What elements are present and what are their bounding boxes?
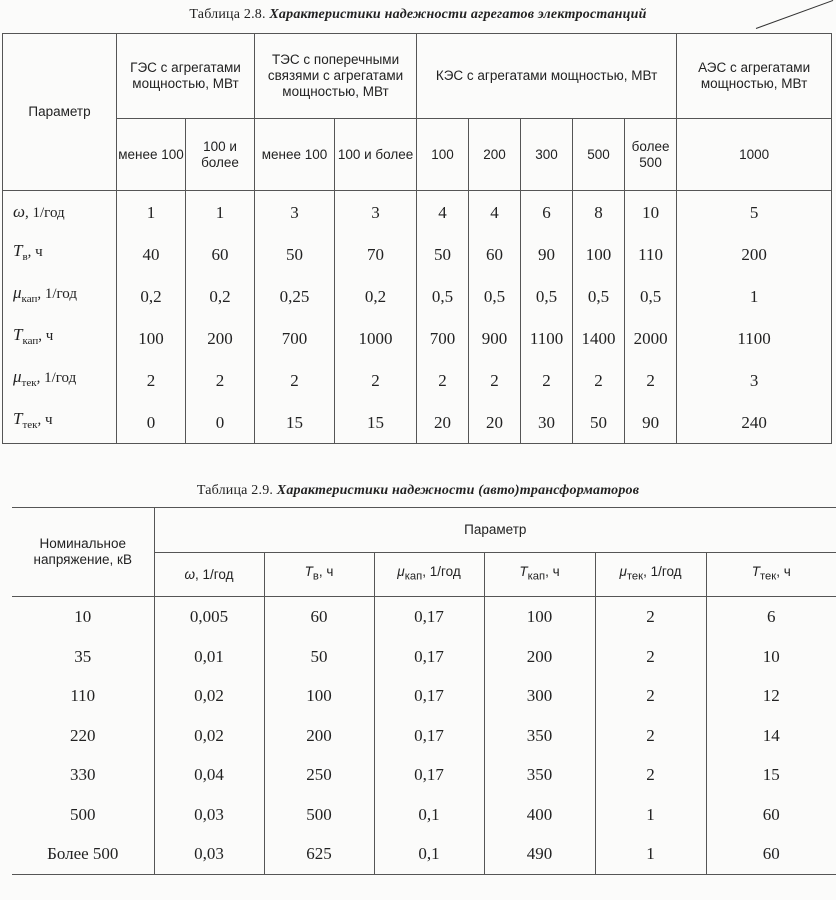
- param-header: Параметр: [3, 34, 117, 191]
- voltage-cell: 110: [12, 676, 154, 716]
- param-label: [3, 233, 117, 275]
- value-cell: 350: [484, 755, 595, 795]
- value-cell: 2: [469, 359, 521, 401]
- value-cell: 0,04: [154, 755, 264, 795]
- value-cell: 60: [186, 233, 255, 275]
- table-row: [12, 716, 836, 756]
- value-cell: 0,5: [417, 275, 469, 317]
- table-row: [12, 597, 836, 637]
- sub-header: менее 100: [117, 119, 186, 191]
- param-subscript: тек: [760, 570, 777, 583]
- value-cell: 2: [335, 359, 417, 401]
- value-cell: 10: [706, 637, 836, 677]
- value-cell: 10: [625, 191, 677, 234]
- value-cell: 2: [417, 359, 469, 401]
- param-symbol: ω: [13, 201, 26, 221]
- value-cell: 12: [706, 676, 836, 716]
- param-unit: , ч: [37, 412, 53, 428]
- value-cell: 0,5: [521, 275, 573, 317]
- param-unit: , 1/год: [25, 204, 65, 221]
- sub-header: 300: [521, 119, 573, 191]
- value-cell: 1100: [677, 317, 832, 359]
- sub-header: 100: [417, 119, 469, 191]
- value-cell: 1: [595, 795, 706, 835]
- value-cell: 6: [521, 191, 573, 234]
- value-cell: 90: [625, 401, 677, 444]
- param-symbol: T: [13, 409, 23, 428]
- param-symbol: μ: [13, 283, 22, 302]
- param-unit: , ч: [38, 328, 54, 344]
- voltage-cell: 500: [12, 795, 154, 835]
- value-cell: 20: [469, 401, 521, 444]
- value-cell: 70: [335, 233, 417, 275]
- value-cell: 60: [706, 795, 836, 835]
- value-cell: 1000: [335, 317, 417, 359]
- table-2-9-caption: [0, 483, 836, 499]
- column-header: [484, 553, 595, 597]
- table-row: [12, 755, 836, 795]
- param-label: [3, 191, 117, 234]
- param-subscript: кап: [21, 293, 38, 305]
- value-cell: 400: [484, 795, 595, 835]
- value-cell: 15: [255, 401, 335, 444]
- value-cell: 0,17: [374, 676, 484, 716]
- param-symbol: T: [519, 564, 528, 580]
- caption-title: Характеристики надежности (авто)трансформаторов: [276, 483, 640, 498]
- param-symbol: μ: [397, 564, 405, 580]
- value-cell: 4: [469, 191, 521, 234]
- table-row: [12, 834, 836, 874]
- value-cell: 90: [521, 233, 573, 275]
- param-label: [3, 401, 117, 444]
- value-cell: 0,01: [154, 637, 264, 677]
- sub-header: 100 и более: [186, 119, 255, 191]
- value-cell: 20: [417, 401, 469, 444]
- value-cell: 0,25: [255, 275, 335, 317]
- value-cell: 100: [117, 317, 186, 359]
- value-cell: 0,02: [154, 716, 264, 756]
- value-cell: 110: [625, 233, 677, 275]
- sub-header: более 500: [625, 119, 677, 191]
- value-cell: 2: [117, 359, 186, 401]
- param-unit: , 1/год: [36, 370, 77, 386]
- param-symbol: T: [304, 564, 313, 580]
- table-row: [12, 795, 836, 835]
- column-header: [154, 553, 264, 597]
- value-cell: 50: [573, 401, 625, 444]
- value-cell: 2: [521, 359, 573, 401]
- value-cell: 350: [484, 716, 595, 756]
- value-cell: 2: [595, 716, 706, 756]
- value-cell: 0: [117, 401, 186, 444]
- group-header-tes: ТЭС с поперечными связями с агрегатами мощностью, МВт: [255, 34, 417, 119]
- param-label: [3, 359, 117, 401]
- value-cell: 1100: [521, 317, 573, 359]
- value-cell: 3: [677, 359, 832, 401]
- param-unit: , ч: [776, 564, 791, 580]
- value-cell: 0,1: [374, 834, 484, 874]
- value-cell: 8: [573, 191, 625, 234]
- param-unit: , 1/год: [643, 564, 682, 580]
- value-cell: 0,2: [117, 275, 186, 317]
- table-row: [12, 676, 836, 716]
- value-cell: 700: [255, 317, 335, 359]
- group-header-aes: АЭС с агрегатами мощностью, МВт: [677, 34, 832, 119]
- value-cell: 15: [706, 755, 836, 795]
- value-cell: 1: [677, 275, 832, 317]
- column-header: [706, 553, 836, 597]
- param-unit: , 1/год: [37, 286, 78, 302]
- value-cell: 0,5: [625, 275, 677, 317]
- value-cell: 4: [417, 191, 469, 234]
- voltage-cell: 35: [12, 637, 154, 677]
- value-cell: 2: [186, 359, 255, 401]
- value-cell: 0,03: [154, 834, 264, 874]
- table-2-9: [12, 507, 836, 875]
- value-cell: 1: [117, 191, 186, 234]
- value-cell: 500: [264, 795, 374, 835]
- value-cell: 5: [677, 191, 832, 234]
- value-cell: 100: [573, 233, 625, 275]
- value-cell: 50: [417, 233, 469, 275]
- column-header: [374, 553, 484, 597]
- param-label: [3, 317, 117, 359]
- param-subscript: тек: [22, 419, 38, 431]
- param-subscript: кап: [404, 570, 423, 583]
- value-cell: 0,03: [154, 795, 264, 835]
- param-symbol: ω: [184, 566, 196, 582]
- table-2-8-caption: [0, 7, 836, 23]
- value-cell: 50: [264, 637, 374, 677]
- value-cell: 0,17: [374, 637, 484, 677]
- table-row: [3, 401, 832, 444]
- value-cell: 490: [484, 834, 595, 874]
- value-cell: 100: [264, 676, 374, 716]
- param-symbol: T: [751, 564, 761, 580]
- value-cell: 0,5: [469, 275, 521, 317]
- param-symbol: μ: [619, 564, 627, 580]
- param-unit: , ч: [545, 564, 560, 580]
- value-cell: 300: [484, 676, 595, 716]
- caption-number: Таблица 2.8.: [189, 7, 266, 22]
- value-cell: 60: [264, 597, 374, 637]
- table-row: [12, 637, 836, 677]
- value-cell: 0,17: [374, 716, 484, 756]
- value-cell: 0: [186, 401, 255, 444]
- value-cell: 60: [469, 233, 521, 275]
- value-cell: 1400: [573, 317, 625, 359]
- value-cell: 0,2: [186, 275, 255, 317]
- param-header: Параметр: [154, 508, 836, 553]
- value-cell: 50: [255, 233, 335, 275]
- param-subscript: в: [22, 251, 28, 263]
- param-subscript: тек: [626, 570, 644, 583]
- sub-header: 200: [469, 119, 521, 191]
- param-symbol: T: [13, 325, 23, 344]
- table-row: [3, 191, 832, 234]
- voltage-cell: 330: [12, 755, 154, 795]
- param-subscript: в: [312, 570, 319, 583]
- value-cell: 200: [677, 233, 832, 275]
- value-cell: 6: [706, 597, 836, 637]
- value-cell: 2000: [625, 317, 677, 359]
- value-cell: 60: [706, 834, 836, 874]
- table-row: [3, 317, 832, 359]
- param-unit: , 1/год: [195, 566, 234, 582]
- table-row: [3, 233, 832, 275]
- sub-header: 1000: [677, 119, 832, 191]
- param-subscript: кап: [22, 335, 39, 347]
- voltage-cell: Более 500: [12, 834, 154, 874]
- param-unit: , ч: [318, 564, 334, 580]
- value-cell: 15: [335, 401, 417, 444]
- value-cell: 2: [255, 359, 335, 401]
- value-cell: 250: [264, 755, 374, 795]
- value-cell: 3: [335, 191, 417, 234]
- value-cell: 0,2: [335, 275, 417, 317]
- value-cell: 14: [706, 716, 836, 756]
- value-cell: 900: [469, 317, 521, 359]
- value-cell: 0,005: [154, 597, 264, 637]
- group-header-kes: КЭС с агрегатами мощностью, МВт: [417, 34, 677, 119]
- value-cell: 2: [573, 359, 625, 401]
- value-cell: 1: [595, 834, 706, 874]
- sub-header: 500: [573, 119, 625, 191]
- value-cell: 700: [417, 317, 469, 359]
- value-cell: 0,02: [154, 676, 264, 716]
- value-cell: 0,17: [374, 597, 484, 637]
- param-subscript: тек: [21, 377, 37, 389]
- value-cell: 40: [117, 233, 186, 275]
- value-cell: 0,17: [374, 755, 484, 795]
- value-cell: 3: [255, 191, 335, 234]
- param-symbol: T: [13, 241, 23, 260]
- group-header-ges: ГЭС с агрегатами мощностью, МВт: [117, 34, 255, 119]
- caption-title: Характеристики надежности агрегатов электростанций: [269, 7, 647, 22]
- value-cell: 625: [264, 834, 374, 874]
- value-cell: 2: [595, 597, 706, 637]
- value-cell: 100: [484, 597, 595, 637]
- sub-header: 100 и более: [335, 119, 417, 191]
- value-cell: 0,5: [573, 275, 625, 317]
- voltage-cell: 220: [12, 716, 154, 756]
- voltage-cell: 10: [12, 597, 154, 637]
- param-subscript: кап: [527, 570, 546, 583]
- value-cell: 200: [264, 716, 374, 756]
- column-header: [595, 553, 706, 597]
- param-label: [3, 275, 117, 317]
- value-cell: 200: [186, 317, 255, 359]
- table-2-8: [2, 33, 832, 444]
- voltage-header: Номинальное напряжение, кВ: [12, 508, 154, 597]
- value-cell: 0,1: [374, 795, 484, 835]
- param-unit: , ч: [27, 244, 43, 260]
- value-cell: 2: [595, 755, 706, 795]
- value-cell: 200: [484, 637, 595, 677]
- sub-header: менее 100: [255, 119, 335, 191]
- param-unit: , 1/год: [422, 564, 461, 580]
- value-cell: 30: [521, 401, 573, 444]
- value-cell: 1: [186, 191, 255, 234]
- value-cell: 2: [625, 359, 677, 401]
- value-cell: 240: [677, 401, 832, 444]
- column-header: [264, 553, 374, 597]
- value-cell: 2: [595, 637, 706, 677]
- value-cell: 2: [595, 676, 706, 716]
- param-symbol: μ: [13, 367, 22, 386]
- table-row: [3, 275, 832, 317]
- table-row: [3, 359, 832, 401]
- caption-number: Таблица 2.9.: [196, 483, 274, 498]
